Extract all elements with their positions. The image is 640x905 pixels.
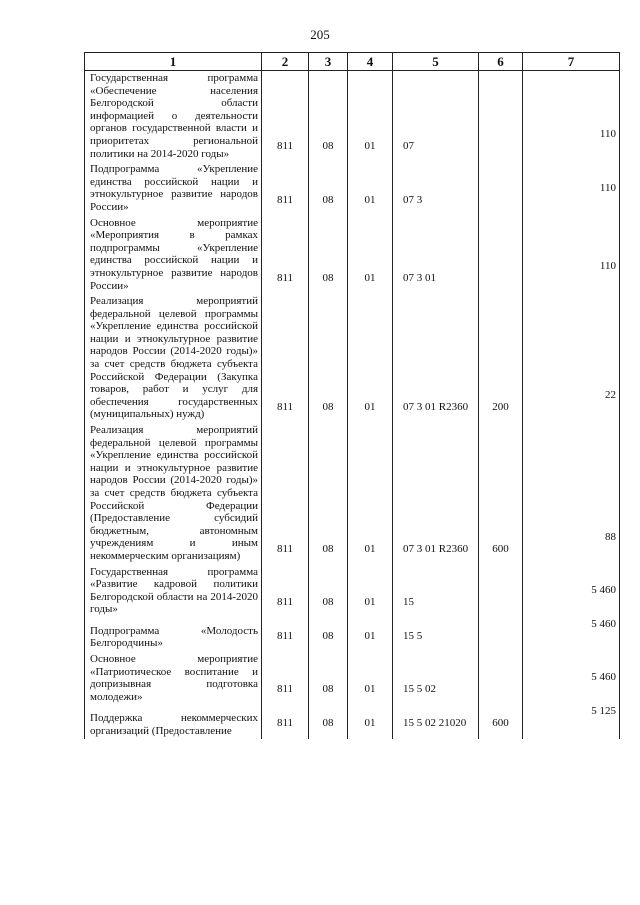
row-expense-type: 600 bbox=[479, 423, 523, 565]
row-target-code: 07 3 bbox=[393, 162, 479, 215]
row-ministry-code: 811 bbox=[262, 294, 309, 423]
table-row bbox=[85, 162, 620, 215]
row-ministry-code: 811 bbox=[262, 216, 309, 295]
row-ministry-code: 811 bbox=[262, 652, 309, 705]
row-amount: 110 bbox=[523, 162, 620, 215]
row-section-code: 08 bbox=[309, 423, 348, 565]
row-name: Реализация мероприятий федеральной целевой программы «Укрепление единства российской нации и этнокультурное развитие народов России (2014-2020 годы)» за счет средств бюджета субъекта Российской Федерации (Предоставление субсидий бюджетным, автономным учреждениям и иным некоммерческим организациям) bbox=[85, 423, 262, 565]
row-expense-type bbox=[479, 618, 523, 652]
row-ministry-code: 811 bbox=[262, 162, 309, 215]
row-target-code: 07 3 01 R2360 bbox=[393, 294, 479, 423]
row-name: Основное мероприятие «Мероприятия в рамках подпрограммы «Укрепление единства российской нации и этнокультурное развитие народов России» bbox=[85, 216, 262, 295]
row-section-code: 08 bbox=[309, 705, 348, 739]
row-section-code: 08 bbox=[309, 162, 348, 215]
header-col-5: 5 bbox=[393, 53, 479, 71]
row-expense-type bbox=[479, 71, 523, 163]
row-target-code: 07 3 01 bbox=[393, 216, 479, 295]
row-ministry-code: 811 bbox=[262, 71, 309, 163]
row-subsection-code: 01 bbox=[348, 565, 393, 618]
header-col-4: 4 bbox=[348, 53, 393, 71]
row-ministry-code: 811 bbox=[262, 565, 309, 618]
row-target-code: 07 3 01 R2360 bbox=[393, 423, 479, 565]
row-subsection-code: 01 bbox=[348, 162, 393, 215]
row-subsection-code: 01 bbox=[348, 71, 393, 163]
row-expense-type bbox=[479, 652, 523, 705]
table-row bbox=[85, 216, 620, 295]
header-col-6: 6 bbox=[479, 53, 523, 71]
row-subsection-code: 01 bbox=[348, 423, 393, 565]
row-section-code: 08 bbox=[309, 71, 348, 163]
row-subsection-code: 01 bbox=[348, 216, 393, 295]
row-section-code: 08 bbox=[309, 294, 348, 423]
row-section-code: 08 bbox=[309, 216, 348, 295]
row-expense-type bbox=[479, 216, 523, 295]
table-row bbox=[85, 618, 620, 652]
row-subsection-code: 01 bbox=[348, 705, 393, 739]
row-amount: 22 bbox=[523, 294, 620, 423]
row-expense-type bbox=[479, 162, 523, 215]
row-target-code: 07 bbox=[393, 71, 479, 163]
row-amount: 5 460 bbox=[523, 618, 620, 652]
row-amount: 110 bbox=[523, 216, 620, 295]
table-row bbox=[85, 652, 620, 705]
row-subsection-code: 01 bbox=[348, 618, 393, 652]
row-expense-type bbox=[479, 565, 523, 618]
header-col-7: 7 bbox=[523, 53, 620, 71]
table-row bbox=[85, 565, 620, 618]
row-name: Подпрограмма «Молодость Белгородчины» bbox=[85, 618, 262, 652]
row-ministry-code: 811 bbox=[262, 705, 309, 739]
header-col-1: 1 bbox=[85, 53, 262, 71]
row-name: Государственная программа «Обеспечение населения Белгородской области информацией о деятельности органов государственной власти и приоритетах региональной политики на 2014-2020 годы» bbox=[85, 71, 262, 163]
row-expense-type: 600 bbox=[479, 705, 523, 739]
table-header-row bbox=[85, 53, 620, 71]
row-amount: 5 460 bbox=[523, 565, 620, 618]
table-row bbox=[85, 71, 620, 163]
row-section-code: 08 bbox=[309, 652, 348, 705]
row-name: Поддержка некоммерческих организаций (Предоставление bbox=[85, 705, 262, 739]
budget-table bbox=[84, 52, 620, 739]
row-target-code: 15 5 bbox=[393, 618, 479, 652]
row-name: Основное мероприятие «Патриотическое воспитание и допризывная подготовка молодежи» bbox=[85, 652, 262, 705]
table-row bbox=[85, 705, 620, 739]
row-name: Подпрограмма «Укрепление единства российской нации и этнокультурное развитие народов России» bbox=[85, 162, 262, 215]
row-ministry-code: 811 bbox=[262, 423, 309, 565]
row-section-code: 08 bbox=[309, 565, 348, 618]
row-ministry-code: 811 bbox=[262, 618, 309, 652]
row-target-code: 15 5 02 21020 bbox=[393, 705, 479, 739]
row-section-code: 08 bbox=[309, 618, 348, 652]
page-number: 205 bbox=[310, 27, 330, 42]
table-row bbox=[85, 294, 620, 423]
row-amount: 5 125 bbox=[523, 705, 620, 739]
row-amount: 5 460 bbox=[523, 652, 620, 705]
row-amount: 110 bbox=[523, 71, 620, 163]
row-expense-type: 200 bbox=[479, 294, 523, 423]
header-col-3: 3 bbox=[309, 53, 348, 71]
row-name: Государственная программа «Развитие кадровой политики Белгородской области на 2014-2020 годы» bbox=[85, 565, 262, 618]
table-row bbox=[85, 423, 620, 565]
row-subsection-code: 01 bbox=[348, 294, 393, 423]
row-target-code: 15 bbox=[393, 565, 479, 618]
row-name: Реализация мероприятий федеральной целевой программы «Укрепление единства российской нации и этнокультурное развитие народов России (2014-2020 годы)» за счет средств бюджета субъекта Российской Федерации (Закупка товаров, работ и услуг для обеспечения государственных (муниципальных) нужд) bbox=[85, 294, 262, 423]
row-target-code: 15 5 02 bbox=[393, 652, 479, 705]
header-col-2: 2 bbox=[262, 53, 309, 71]
row-subsection-code: 01 bbox=[348, 652, 393, 705]
row-amount: 88 bbox=[523, 423, 620, 565]
